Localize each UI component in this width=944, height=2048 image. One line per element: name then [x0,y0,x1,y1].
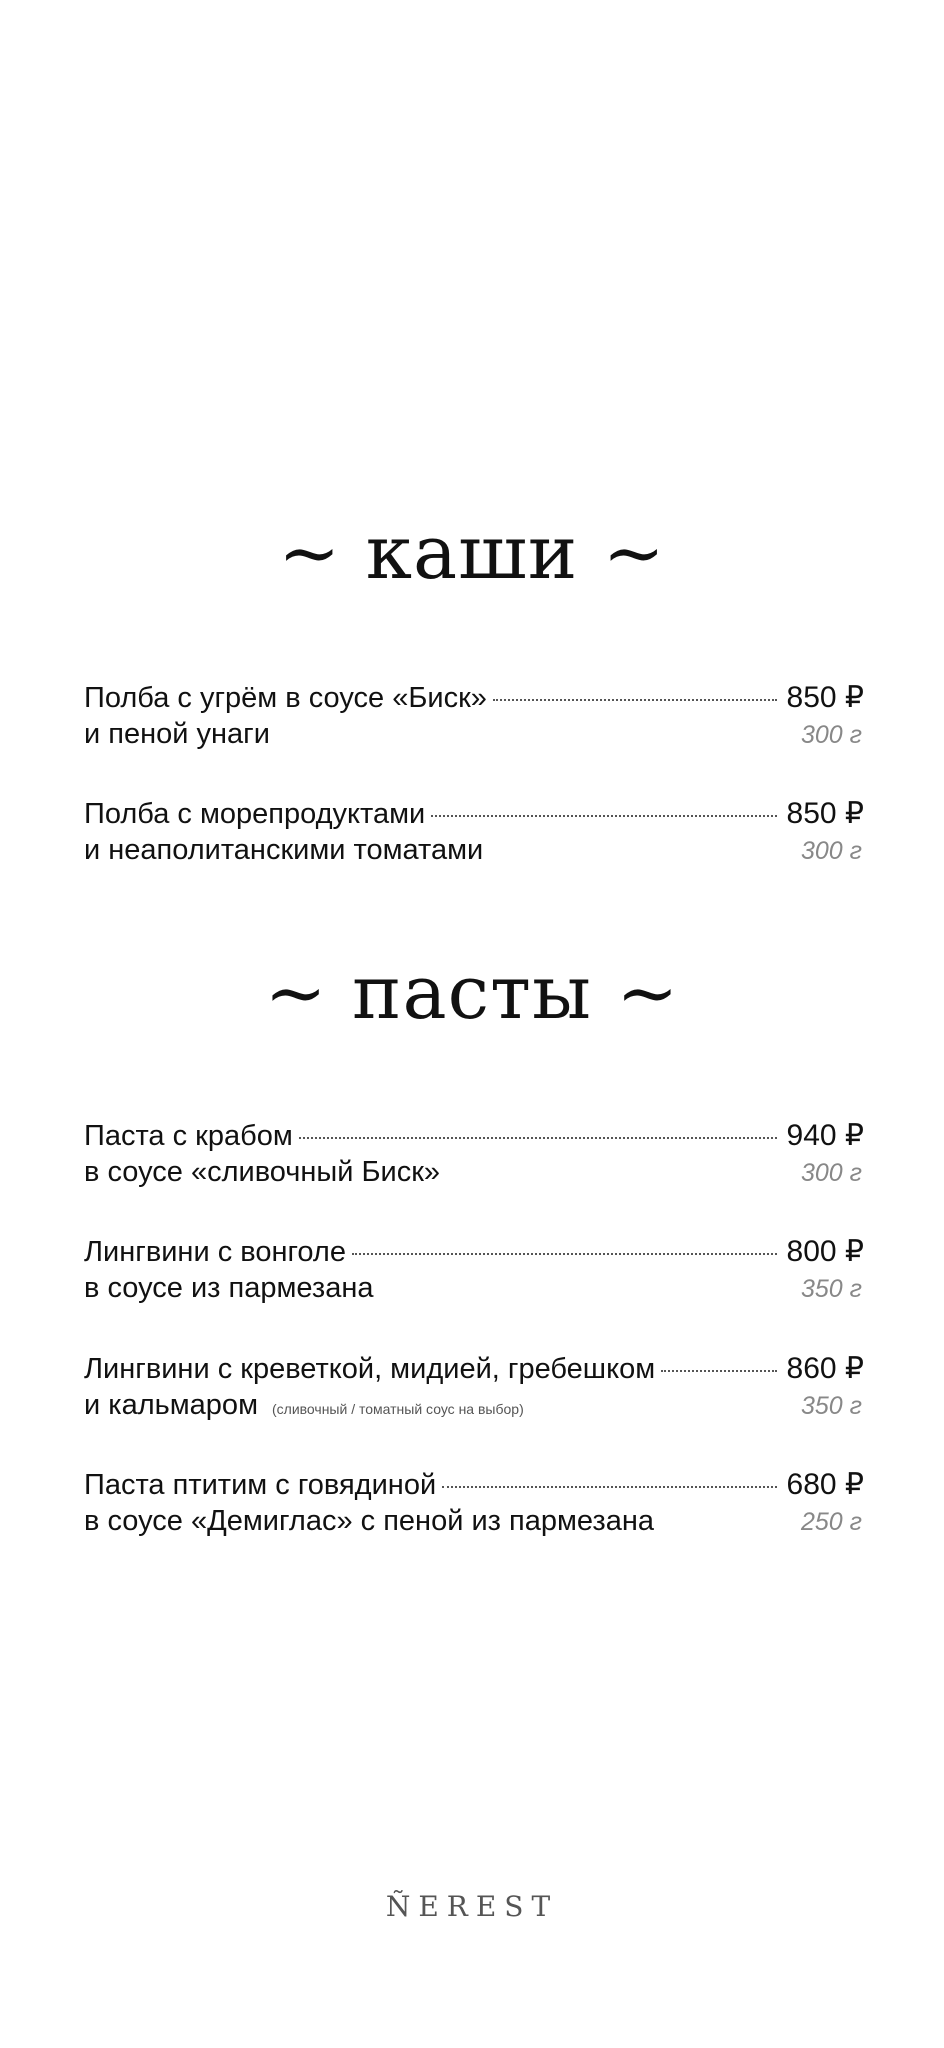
menu-item [84,1467,864,1543]
menu-item [84,680,864,756]
dot-leader [442,1486,776,1488]
item-name: Лингвини с креветкой, мидией, гребешком [84,1353,656,1385]
item-price: 940 ₽ [786,1119,864,1152]
item-description [84,834,801,867]
item-price: 850 ₽ [786,681,864,714]
menu-item [84,1234,864,1310]
dot-leader [299,1137,777,1139]
item-price: 680 ₽ [786,1468,864,1501]
item-price: 800 ₽ [786,1235,864,1268]
item-description-text: в соусе «сливочный Биск» [84,1156,441,1188]
item-weight: 300 г [801,837,862,865]
item-weight: 300 г [801,1159,862,1187]
item-weight: 350 г [801,1392,862,1420]
item-description [84,1272,801,1305]
item-weight: 350 г [801,1275,862,1303]
item-weight: 250 г [801,1508,862,1536]
item-weight: 300 г [801,721,862,749]
item-description-text: и пеной унаги [84,718,270,750]
section-title-kashi: ~ каши ~ [278,510,666,596]
item-name: Лингвини с вонголе [84,1236,346,1268]
dot-leader [493,699,777,701]
section-title-pasty: ~ пасты ~ [264,950,680,1036]
menu-item [84,1351,864,1427]
item-name: Паста с крабом [84,1120,293,1152]
dot-leader [352,1253,777,1255]
item-description-text: в соусе «Демиглас» с пеной из пармезана [84,1505,654,1537]
item-description-text: и неаполитанскими томатами [84,834,484,866]
item-description-text: и кальмаром [84,1389,258,1421]
item-name: Полба с морепродуктами [84,798,426,830]
item-price: 850 ₽ [786,797,864,830]
item-description [84,1505,801,1538]
brand-logo: ÑEREST [385,1890,559,1923]
item-description [84,718,801,751]
dot-leader [431,815,776,817]
dot-leader [661,1370,776,1372]
item-description [84,1156,801,1189]
item-description [84,1389,801,1422]
menu-item [84,1118,864,1194]
item-price: 860 ₽ [786,1352,864,1385]
menu-item [84,796,864,872]
item-description-text: в соусе из пармезана [84,1272,374,1304]
item-name: Полба с угрём в соусе «Биск» [84,682,487,714]
item-name: Паста птитим с говядиной [84,1469,437,1501]
item-note: (сливочный / томатный соус на выбор) [272,1401,524,1417]
